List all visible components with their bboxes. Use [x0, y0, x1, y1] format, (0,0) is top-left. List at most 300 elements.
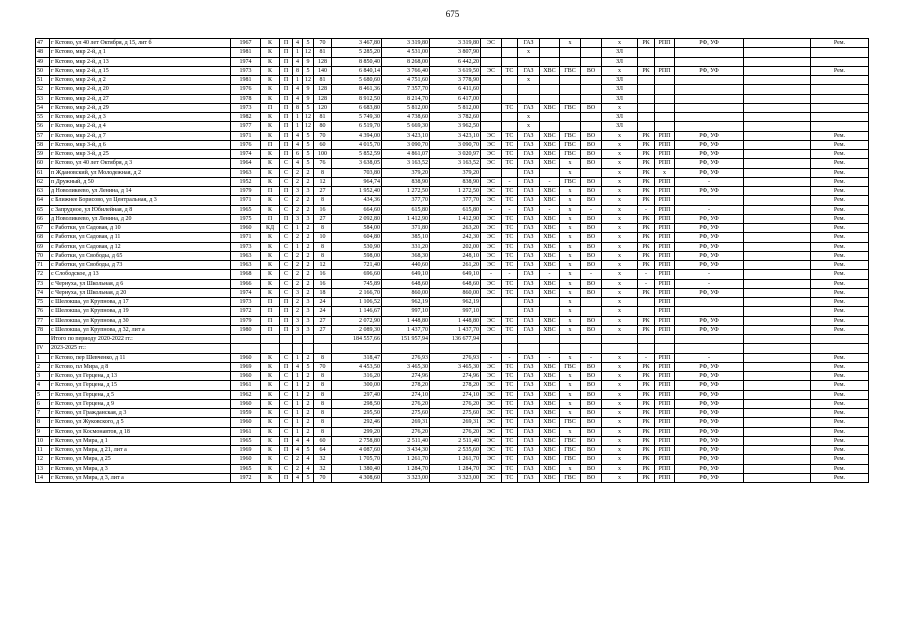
table-cell: ГВС [560, 446, 581, 455]
table-cell [502, 85, 518, 94]
table-cell: 2 [293, 196, 303, 205]
table-cell: 3 [303, 214, 314, 223]
table-cell [540, 298, 560, 307]
table-cell [502, 307, 518, 316]
table-cell: Рем. [811, 316, 869, 325]
table-cell: РК [638, 288, 655, 297]
table-cell: 3 807,90 [430, 48, 481, 57]
table-cell: РПП [655, 446, 675, 455]
table-cell: с Чернуха, ул Школьная, д 20 [50, 288, 231, 297]
table-cell: 3 467,80 [332, 39, 382, 48]
table-cell: ВО [581, 381, 602, 390]
table-cell [811, 94, 869, 103]
table-cell: РК [638, 362, 655, 371]
table-cell: 74 [36, 288, 50, 297]
table-cell: г Кстово, пер Шевченко, д 11 [50, 353, 231, 362]
table-cell: 9 [303, 94, 314, 103]
table-cell: ВО [581, 473, 602, 482]
table-cell: 318,47 [332, 353, 382, 362]
table-cell: РПП [655, 140, 675, 149]
table-cell: 1971 [231, 233, 261, 242]
table-cell [675, 76, 744, 85]
table-cell: - [502, 353, 518, 362]
table-cell: ТС [502, 224, 518, 233]
table-cell: 1 705,70 [332, 455, 382, 464]
table-cell: ЭС [481, 372, 502, 381]
table-cell: 1960 [231, 224, 261, 233]
table-cell: С [280, 177, 293, 186]
table-cell: х [602, 307, 638, 316]
table-cell: Рем. [811, 446, 869, 455]
table-cell: 72 [36, 270, 50, 279]
table-cell: 1980 [231, 325, 261, 334]
table-cell: Рем. [811, 381, 869, 390]
table-cell: ЭС [481, 233, 502, 242]
table-cell: РПП [655, 224, 675, 233]
table-row [36, 353, 869, 362]
table-cell: 4 738,60 [382, 113, 430, 122]
table-cell: 73 [36, 279, 50, 288]
table-cell: 745,89 [332, 279, 382, 288]
table-cell: 1967 [231, 39, 261, 48]
table-cell: 696,60 [332, 270, 382, 279]
table-cell: 12 [36, 455, 50, 464]
table-cell [811, 344, 869, 353]
table-cell: 76 [36, 307, 50, 316]
table-cell: 269,31 [430, 418, 481, 427]
table-cell: К [261, 76, 280, 85]
table-cell [314, 335, 332, 344]
table-cell: ХВС [540, 103, 560, 112]
table-cell: 1976 [231, 85, 261, 94]
table-cell: РФ, УФ [675, 224, 744, 233]
table-cell: 8 [314, 168, 332, 177]
table-cell: х [560, 325, 581, 334]
table-cell: х [560, 214, 581, 223]
table-cell: 12 [303, 113, 314, 122]
table-cell: П [280, 325, 293, 334]
table-cell [481, 76, 502, 85]
table-cell: 4 [303, 464, 314, 473]
table-cell: ГАЗ [518, 298, 540, 307]
table-row [36, 76, 869, 85]
table-cell: г Кстово, ул Мира, д 3 [50, 464, 231, 473]
table-cell [502, 39, 518, 48]
page-number: 675 [445, 9, 460, 19]
table-cell: 3 465,30 [430, 362, 481, 371]
table-cell: ГАЗ [518, 409, 540, 418]
table-cell: РФ, УФ [675, 409, 744, 418]
table-cell [518, 94, 540, 103]
table-cell: 70 [314, 39, 332, 48]
table-cell: ЭС [481, 39, 502, 48]
table-cell: П [280, 446, 293, 455]
table-cell [638, 122, 655, 131]
table-cell: 3 [293, 214, 303, 223]
table-cell: г Кстово, мкр 2-й, д 3 [50, 113, 231, 122]
table-cell: 2023-2025 гг.: [50, 344, 231, 353]
table-cell [744, 381, 811, 390]
table-cell: 2 [293, 177, 303, 186]
table-cell: 60 [314, 436, 332, 445]
table-cell: х [602, 362, 638, 371]
table-cell: РК [638, 214, 655, 223]
table-cell: К [261, 270, 280, 279]
table-row [36, 473, 869, 482]
table-cell: ВО [581, 66, 602, 75]
table-cell: 1973 [231, 298, 261, 307]
table-cell: РФ, УФ [675, 446, 744, 455]
table-cell: 1 412,90 [430, 214, 481, 223]
table-row [36, 316, 869, 325]
table-cell [481, 85, 502, 94]
table-cell [303, 344, 314, 353]
table-cell: П [280, 85, 293, 94]
table-cell: 3 323,00 [430, 473, 481, 482]
table-cell: 4 015,70 [332, 140, 382, 149]
table-cell: ЭС [481, 288, 502, 297]
table-cell: 275,60 [430, 409, 481, 418]
table-cell: К [261, 48, 280, 57]
table-cell: РПП [655, 150, 675, 159]
table-cell: ТС [502, 103, 518, 112]
table-cell: 1 437,70 [430, 325, 481, 334]
table-cell: г Кстово, мкр 2-й, д 7 [50, 131, 231, 140]
table-cell: К [261, 436, 280, 445]
table-cell: 274,96 [382, 372, 430, 381]
table-cell: Рем. [811, 196, 869, 205]
table-row [36, 455, 869, 464]
table-cell [231, 344, 261, 353]
table-cell [811, 103, 869, 112]
table-cell: г Кстово, мкр 2-й, д 2 [50, 76, 231, 85]
table-cell [744, 187, 811, 196]
table-cell: 5 812,00 [382, 103, 430, 112]
table-cell: 70 [36, 251, 50, 260]
table-cell: 379,20 [430, 168, 481, 177]
table-cell: г Кстово, мкр 3-й, д 25 [50, 150, 231, 159]
table-cell [382, 344, 430, 353]
table-cell: 8 [314, 409, 332, 418]
table-cell: ВО [581, 427, 602, 436]
table-cell: С [280, 288, 293, 297]
table-cell: К [261, 113, 280, 122]
table-cell: 2 [293, 205, 303, 214]
table-row [36, 233, 869, 242]
table-cell: 2 092,80 [332, 214, 382, 223]
table-cell: 8 [314, 427, 332, 436]
table-cell: 263,20 [430, 224, 481, 233]
table-cell [581, 48, 602, 57]
table-cell: 8 [314, 418, 332, 427]
table-cell: 2 [303, 168, 314, 177]
table-cell [581, 122, 602, 131]
table-cell [655, 103, 675, 112]
table-cell: ВО [581, 233, 602, 242]
table-cell [675, 344, 744, 353]
table-cell: 5 812,00 [430, 103, 481, 112]
table-cell: ХВС [540, 242, 560, 251]
table-cell: Рем. [811, 436, 869, 445]
table-row [36, 168, 869, 177]
table-cell: 3 423,10 [382, 131, 430, 140]
table-cell: г Кстово, ул 40 лет Октября, д 3 [50, 159, 231, 168]
table-cell: х [602, 473, 638, 482]
table-cell: С [280, 399, 293, 408]
table-cell [811, 113, 869, 122]
table-cell: 202,00 [430, 242, 481, 251]
table-cell: Рем. [811, 159, 869, 168]
table-cell: П [280, 76, 293, 85]
table-cell: 1972 [231, 473, 261, 482]
table-cell: 1969 [231, 446, 261, 455]
table-cell: К [261, 233, 280, 242]
table-cell: 4 [36, 381, 50, 390]
table-cell: х [602, 261, 638, 270]
table-cell: х [602, 455, 638, 464]
table-cell: ГАЗ [518, 233, 540, 242]
table-cell: ЭС [481, 242, 502, 251]
table-cell [744, 427, 811, 436]
table-cell [540, 48, 560, 57]
table-cell: ХВС [540, 214, 560, 223]
table-cell: Рем. [811, 307, 869, 316]
table-cell: РФ, УФ [675, 436, 744, 445]
table-cell: ТС [502, 427, 518, 436]
table-cell: х [602, 150, 638, 159]
table-cell [744, 251, 811, 260]
table-cell: РК [638, 242, 655, 251]
table-cell: 27 [314, 316, 332, 325]
table-cell: 2 072,90 [332, 316, 382, 325]
table-cell: К [261, 85, 280, 94]
table-cell: 128 [314, 85, 332, 94]
table-cell: ЗЛ [602, 48, 638, 57]
table-cell: 2 [303, 242, 314, 251]
table-cell [502, 57, 518, 66]
table-cell: С [280, 427, 293, 436]
table-cell: ГАЗ [518, 177, 540, 186]
table-cell: П [280, 436, 293, 445]
table-cell [744, 298, 811, 307]
table-cell [581, 76, 602, 85]
table-cell: РФ, УФ [675, 464, 744, 473]
table-cell [744, 418, 811, 427]
table-cell: 4 [303, 455, 314, 464]
table-cell: ГАЗ [518, 279, 540, 288]
table-cell: 1 [293, 224, 303, 233]
table-cell: К [261, 177, 280, 186]
table-cell: РК [638, 325, 655, 334]
table-cell: г Кстово, мкр 2-й, д 15 [50, 66, 231, 75]
table-cell: 1 106,52 [332, 298, 382, 307]
table-cell: 78 [36, 325, 50, 334]
table-cell: 1952 [231, 177, 261, 186]
table-row [36, 464, 869, 473]
table-cell: 3 778,90 [430, 76, 481, 85]
table-cell: 81 [314, 48, 332, 57]
table-cell: - [638, 353, 655, 362]
table-cell: 3 962,50 [430, 122, 481, 131]
table-cell: ГАЗ [518, 242, 540, 251]
table-cell: РФ, УФ [675, 261, 744, 270]
table-cell [744, 66, 811, 75]
table-cell: Рем. [811, 455, 869, 464]
table-cell: 2 [293, 233, 303, 242]
table-cell: IV [36, 344, 50, 353]
table-cell: Рем. [811, 473, 869, 482]
table-cell: ГВС [560, 140, 581, 149]
table-cell [744, 39, 811, 48]
table-cell: х [602, 251, 638, 260]
table-cell: РК [638, 159, 655, 168]
table-cell: ГВС [560, 418, 581, 427]
table-cell: П [280, 122, 293, 131]
table-cell: РК [638, 177, 655, 186]
table-row [36, 122, 869, 131]
table-cell: 2 [303, 270, 314, 279]
table-cell: КД [261, 224, 280, 233]
table-cell [481, 57, 502, 66]
table-cell: 1973 [231, 103, 261, 112]
table-cell: ВО [581, 196, 602, 205]
table-cell: ВО [581, 464, 602, 473]
table-cell: ВО [581, 455, 602, 464]
table-cell: х [602, 427, 638, 436]
table-cell: х [560, 288, 581, 297]
table-cell: 64 [314, 446, 332, 455]
table-cell: х [602, 187, 638, 196]
table-cell: 76 [314, 159, 332, 168]
table-cell: 3 [303, 298, 314, 307]
table-cell: РПП [655, 325, 675, 334]
table-cell: х [560, 399, 581, 408]
table-cell: 248,10 [430, 251, 481, 260]
table-cell: С [280, 279, 293, 288]
table-cell: 67 [36, 224, 50, 233]
table-cell [518, 85, 540, 94]
table-cell: 1973 [231, 242, 261, 251]
table-cell: 1968 [231, 270, 261, 279]
table-row [36, 140, 869, 149]
table-cell: П [280, 94, 293, 103]
table-cell: РФ, УФ [675, 399, 744, 408]
table-row [36, 409, 869, 418]
table-cell: 1 [293, 427, 303, 436]
table-cell: 1 272,50 [382, 187, 430, 196]
table-cell: 3 465,30 [382, 362, 430, 371]
table-cell: ГАЗ [518, 399, 540, 408]
table-cell [744, 177, 811, 186]
table-cell [744, 196, 811, 205]
table-cell: 298,50 [332, 399, 382, 408]
table-cell: С [280, 418, 293, 427]
table-cell: 3 [293, 187, 303, 196]
table-cell: д Новоликеево, ул Ленина, д 14 [50, 187, 231, 196]
table-cell [744, 131, 811, 140]
table-cell: ТС [502, 187, 518, 196]
table-cell: П [261, 214, 280, 223]
table-cell [560, 344, 581, 353]
table-cell: 4 [293, 140, 303, 149]
table-cell [581, 298, 602, 307]
table-cell: ГАЗ [518, 390, 540, 399]
table-cell: г Кстово, ул Жуковского, д 5 [50, 418, 231, 427]
table-cell: 5 [303, 159, 314, 168]
table-cell [638, 94, 655, 103]
table-cell [602, 335, 638, 344]
table-cell: РПП [655, 251, 675, 260]
table-cell: Рем. [811, 409, 869, 418]
table-cell: 48 [36, 48, 50, 57]
table-cell: ГАЗ [518, 168, 540, 177]
table-cell: РК [638, 39, 655, 48]
table-cell [744, 94, 811, 103]
table-cell: РФ, УФ [675, 418, 744, 427]
table-cell: ЭС [481, 316, 502, 325]
table-cell: К [261, 390, 280, 399]
table-cell: РК [638, 418, 655, 427]
table-cell: ХВС [540, 464, 560, 473]
table-cell: 64 [36, 196, 50, 205]
table-cell: РК [638, 455, 655, 464]
table-cell: 3 319,80 [430, 39, 481, 48]
table-cell: РК [638, 196, 655, 205]
table-cell: 3 [303, 307, 314, 316]
table-cell: 2 [303, 409, 314, 418]
table-cell: ГВС [560, 455, 581, 464]
table-cell: с Шелокша, ул Крупнова, д 32, лит а [50, 325, 231, 334]
housing-register-table [35, 38, 869, 483]
table-cell: 63 [36, 187, 50, 196]
table-cell: ЭС [481, 390, 502, 399]
table-row [36, 205, 869, 214]
table-cell: 1 437,70 [382, 325, 430, 334]
table-cell: 18 [314, 288, 332, 297]
table-cell: 1960 [231, 353, 261, 362]
table-cell: 2 [303, 205, 314, 214]
table-cell: г Кстово, мкр 2-й, д 29 [50, 103, 231, 112]
table-cell [655, 76, 675, 85]
table-cell: ГВС [560, 362, 581, 371]
table-cell: РПП [655, 298, 675, 307]
table-row [36, 325, 869, 334]
table-cell: с Работки, ул Садовая, д 12 [50, 242, 231, 251]
table-cell [560, 76, 581, 85]
table-cell: 4 [293, 473, 303, 482]
table-cell: Рем. [811, 242, 869, 251]
table-cell [744, 446, 811, 455]
table-cell: ТС [502, 150, 518, 159]
table-cell: 2 [303, 233, 314, 242]
table-cell: 1 [293, 372, 303, 381]
table-cell: РК [638, 381, 655, 390]
table-cell: 4 [293, 94, 303, 103]
table-cell: С [280, 159, 293, 168]
table-cell [540, 307, 560, 316]
table-cell: Рем. [811, 464, 869, 473]
table-cell: РПП [655, 455, 675, 464]
table-cell: ГАЗ [518, 159, 540, 168]
table-cell: РПП [655, 177, 675, 186]
table-cell [744, 288, 811, 297]
table-cell: ГАЗ [518, 187, 540, 196]
table-cell: К [261, 362, 280, 371]
table-cell: 1961 [231, 381, 261, 390]
table-cell: 100 [314, 150, 332, 159]
table-cell: РПП [655, 390, 675, 399]
table-cell [744, 409, 811, 418]
